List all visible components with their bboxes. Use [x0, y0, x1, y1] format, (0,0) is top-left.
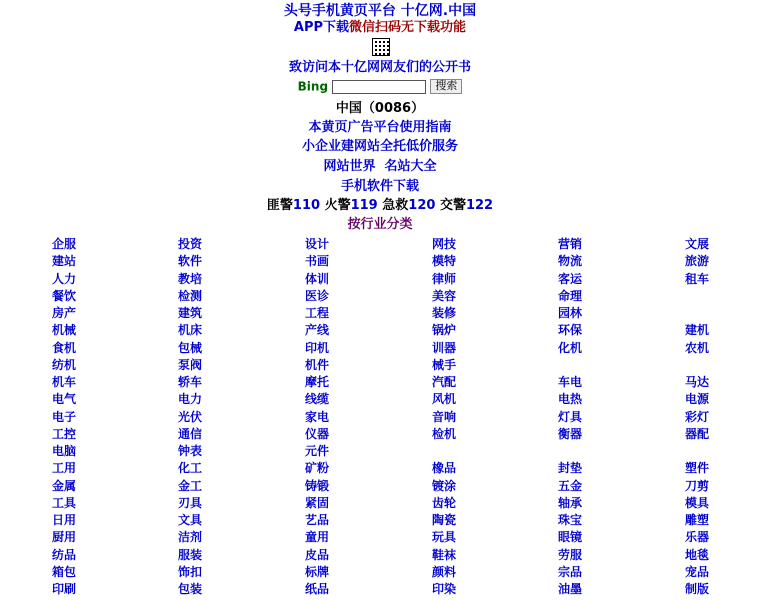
category-link[interactable]: 纺品 — [52, 547, 77, 562]
category-link[interactable]: 食机 — [52, 340, 77, 355]
category-link[interactable]: 电脑 — [52, 444, 77, 458]
search-button[interactable]: 搜索 — [430, 79, 462, 94]
category-link[interactable]: 旅游 — [685, 254, 710, 269]
category-link[interactable]: 机车 — [52, 375, 77, 389]
category-link[interactable]: 器配 — [685, 426, 710, 441]
traffic-number[interactable]: 122 — [465, 198, 494, 213]
category-row — [0, 288, 760, 305]
category-link[interactable]: 包装 — [178, 582, 203, 596]
guide-link[interactable]: 本黄页广告平台使用指南 — [308, 120, 452, 135]
category-link[interactable]: 宗品 — [558, 564, 583, 579]
country-label: 中国（0086） — [335, 101, 425, 116]
category-link[interactable]: 皮品 — [305, 547, 330, 562]
category-link[interactable]: 客运 — [558, 271, 583, 286]
category-row — [0, 529, 760, 546]
category-link[interactable]: 陶瓷 — [432, 513, 457, 527]
category-link[interactable]: 命理 — [558, 288, 583, 303]
category-link[interactable]: 珠宝 — [558, 513, 583, 527]
category-link[interactable]: 艺品 — [305, 513, 330, 527]
category-link[interactable]: 营销 — [558, 237, 583, 251]
category-link[interactable]: 医诊 — [305, 288, 330, 303]
category-link[interactable]: 网技 — [432, 237, 457, 251]
category-link[interactable]: 洁剂 — [178, 530, 203, 545]
category-link[interactable]: 企服 — [52, 237, 77, 251]
category-link[interactable]: 泵阀 — [178, 357, 203, 372]
category-link[interactable]: 矿粉 — [305, 461, 330, 476]
category-link[interactable]: 光伏 — [178, 409, 203, 424]
category-row — [0, 460, 760, 477]
category-link[interactable]: 彩灯 — [685, 409, 710, 424]
category-link[interactable]: 印刷 — [52, 582, 77, 596]
category-row — [0, 391, 760, 408]
category-link[interactable]: 机件 — [305, 357, 330, 372]
category-link[interactable]: 文展 — [685, 237, 710, 251]
category-link[interactable]: 机械 — [52, 323, 77, 338]
bing-label: Bing — [297, 79, 329, 94]
category-link[interactable]: 纺机 — [52, 357, 77, 372]
category-link[interactable]: 模特 — [432, 254, 457, 269]
category-link[interactable]: 音响 — [432, 409, 457, 424]
category-link[interactable]: 封垫 — [558, 461, 583, 476]
category-link[interactable]: 美容 — [432, 288, 457, 303]
category-link[interactable]: 饰扣 — [178, 564, 203, 579]
category-link[interactable]: 风机 — [432, 392, 457, 407]
category-link[interactable]: 软件 — [178, 254, 203, 269]
category-link[interactable]: 机床 — [178, 323, 203, 338]
category-link[interactable]: 通信 — [178, 426, 203, 441]
category-link[interactable]: 农机 — [685, 340, 710, 355]
category-link[interactable]: 橡品 — [432, 461, 457, 476]
category-link[interactable]: 电子 — [52, 409, 77, 424]
category-link[interactable]: 汽配 — [432, 375, 457, 389]
open-letter-link[interactable]: 致访问本十亿网网友们的公开书 — [288, 60, 471, 75]
category-heading: 按行业分类 — [347, 217, 413, 232]
category-link[interactable]: 金属 — [52, 478, 77, 493]
category-row — [0, 426, 760, 443]
category-link[interactable]: 铸锻 — [305, 478, 330, 493]
category-link[interactable]: 模具 — [685, 495, 710, 510]
category-link[interactable]: 五金 — [558, 478, 583, 493]
category-row — [0, 409, 760, 426]
search-input[interactable] — [332, 80, 426, 94]
category-link[interactable]: 房产 — [52, 306, 77, 320]
category-link[interactable]: 工控 — [52, 426, 77, 441]
category-link[interactable]: 玩具 — [432, 530, 457, 545]
category-row — [0, 340, 760, 357]
category-row — [0, 253, 760, 270]
category-link[interactable]: 律师 — [432, 271, 457, 286]
app-software-link[interactable]: 手机软件下载 — [340, 179, 419, 194]
category-link[interactable]: 鞋袜 — [432, 547, 457, 562]
traffic-label: 交警 — [439, 198, 466, 213]
category-link[interactable]: 地毯 — [685, 547, 710, 562]
category-link[interactable]: 纸品 — [305, 582, 330, 596]
category-row — [0, 564, 760, 581]
category-link[interactable]: 电源 — [685, 392, 710, 407]
category-link[interactable]: 包械 — [178, 340, 203, 355]
category-row — [0, 357, 760, 374]
category-row — [0, 305, 760, 322]
category-link[interactable]: 教培 — [178, 271, 203, 286]
category-link[interactable]: 环保 — [558, 323, 583, 338]
category-link[interactable]: 雕塑 — [685, 513, 710, 527]
category-link[interactable]: 工程 — [305, 306, 330, 320]
category-link[interactable]: 印机 — [305, 340, 330, 355]
category-link[interactable]: 眼镜 — [558, 530, 583, 545]
category-row — [0, 374, 760, 391]
category-link[interactable]: 服装 — [178, 547, 203, 562]
category-link[interactable]: 化工 — [178, 461, 203, 476]
fire-number[interactable]: 119 — [350, 198, 378, 213]
police-label: 匪警 — [266, 198, 293, 213]
category-link[interactable]: 化机 — [558, 340, 583, 355]
police-number[interactable]: 110 — [292, 198, 321, 213]
category-link[interactable]: 投资 — [178, 237, 203, 251]
category-link[interactable]: 颜料 — [432, 564, 457, 579]
app-download-link[interactable]: APP下载 — [293, 20, 350, 35]
category-link[interactable]: 餐饮 — [52, 288, 77, 303]
emergency-numbers — [0, 198, 760, 214]
category-link[interactable]: 建机 — [685, 323, 710, 338]
category-link[interactable]: 标牌 — [305, 564, 330, 579]
site-world-link[interactable]: 网站世界 — [323, 159, 376, 174]
category-link[interactable]: 园林 — [558, 306, 583, 320]
category-grid — [0, 236, 760, 598]
category-link[interactable]: 厨用 — [52, 530, 77, 545]
category-link[interactable]: 齿轮 — [432, 495, 457, 510]
category-link[interactable]: 衡器 — [558, 426, 583, 441]
category-link[interactable]: 家电 — [305, 409, 330, 424]
site-world-line — [0, 159, 760, 175]
category-link[interactable]: 劳服 — [558, 547, 583, 562]
category-link[interactable]: 制版 — [685, 582, 710, 596]
category-link[interactable]: 镀涂 — [432, 478, 457, 493]
category-link[interactable]: 人力 — [52, 271, 77, 286]
category-link[interactable]: 塑件 — [685, 461, 710, 476]
category-link[interactable]: 线缆 — [305, 392, 330, 407]
category-link[interactable]: 仪器 — [305, 426, 330, 441]
category-link[interactable]: 体训 — [305, 271, 330, 286]
site-title[interactable]: 头号手机黄页平台 十亿网.中国 — [283, 3, 477, 19]
famous-sites-link[interactable]: 名站大全 — [384, 159, 437, 174]
category-link[interactable]: 电气 — [52, 392, 77, 407]
qr-code-icon — [372, 38, 390, 56]
category-link[interactable]: 车电 — [558, 375, 583, 389]
category-link[interactable]: 灯具 — [558, 409, 583, 424]
category-link[interactable]: 建站 — [52, 254, 77, 269]
category-link[interactable]: 检测 — [178, 288, 203, 303]
category-row — [0, 271, 760, 288]
category-link[interactable]: 装修 — [432, 306, 457, 320]
category-link[interactable]: 租车 — [685, 271, 710, 286]
category-link[interactable]: 建筑 — [178, 306, 203, 320]
category-row — [0, 581, 760, 598]
category-row — [0, 547, 760, 564]
category-link[interactable]: 电力 — [178, 392, 203, 407]
category-link[interactable]: 文具 — [178, 513, 203, 527]
category-link[interactable]: 电热 — [558, 392, 583, 407]
category-link[interactable]: 械手 — [432, 357, 457, 372]
category-link[interactable]: 童用 — [305, 530, 330, 545]
category-row — [0, 443, 760, 460]
category-link[interactable]: 乐器 — [685, 530, 710, 545]
category-row — [0, 236, 760, 253]
category-link[interactable]: 箱包 — [52, 564, 77, 579]
category-link[interactable]: 工用 — [52, 461, 77, 476]
category-link[interactable]: 宠品 — [685, 564, 710, 579]
category-link[interactable]: 刀剪 — [685, 478, 710, 493]
category-link[interactable]: 训器 — [432, 340, 457, 355]
category-link[interactable]: 检机 — [432, 426, 457, 441]
category-link[interactable]: 设计 — [305, 237, 330, 251]
category-row — [0, 322, 760, 339]
website-service-link[interactable]: 小企业建网站全托低价服务 — [301, 139, 458, 154]
category-link[interactable]: 物流 — [558, 254, 583, 269]
category-link[interactable]: 紧固 — [305, 495, 330, 510]
search-bar — [0, 79, 760, 94]
category-row — [0, 478, 760, 495]
category-link[interactable]: 元件 — [305, 444, 330, 458]
category-link[interactable]: 轴承 — [558, 495, 583, 510]
category-link[interactable]: 产线 — [305, 323, 330, 338]
fire-label: 火警 — [324, 198, 351, 213]
category-link[interactable]: 印染 — [432, 582, 457, 596]
category-link[interactable]: 钟表 — [178, 444, 203, 458]
category-link[interactable]: 刃具 — [178, 495, 203, 510]
ambulance-number[interactable]: 120 — [408, 198, 436, 213]
category-link[interactable]: 金工 — [178, 478, 203, 493]
category-link[interactable]: 书画 — [305, 254, 330, 269]
category-link[interactable]: 摩托 — [305, 375, 330, 389]
category-link[interactable]: 日用 — [52, 513, 77, 527]
category-link[interactable]: 锅炉 — [432, 323, 457, 338]
category-row — [0, 495, 760, 512]
app-download-line — [0, 20, 760, 36]
category-link[interactable]: 马达 — [685, 375, 710, 389]
category-link[interactable]: 油墨 — [558, 582, 583, 596]
wechat-scan-note: 微信扫码无下载功能 — [349, 20, 467, 35]
category-link[interactable]: 工具 — [52, 495, 77, 510]
ambulance-label: 急救 — [382, 198, 409, 213]
category-link[interactable]: 轿车 — [178, 375, 203, 389]
category-row — [0, 512, 760, 529]
